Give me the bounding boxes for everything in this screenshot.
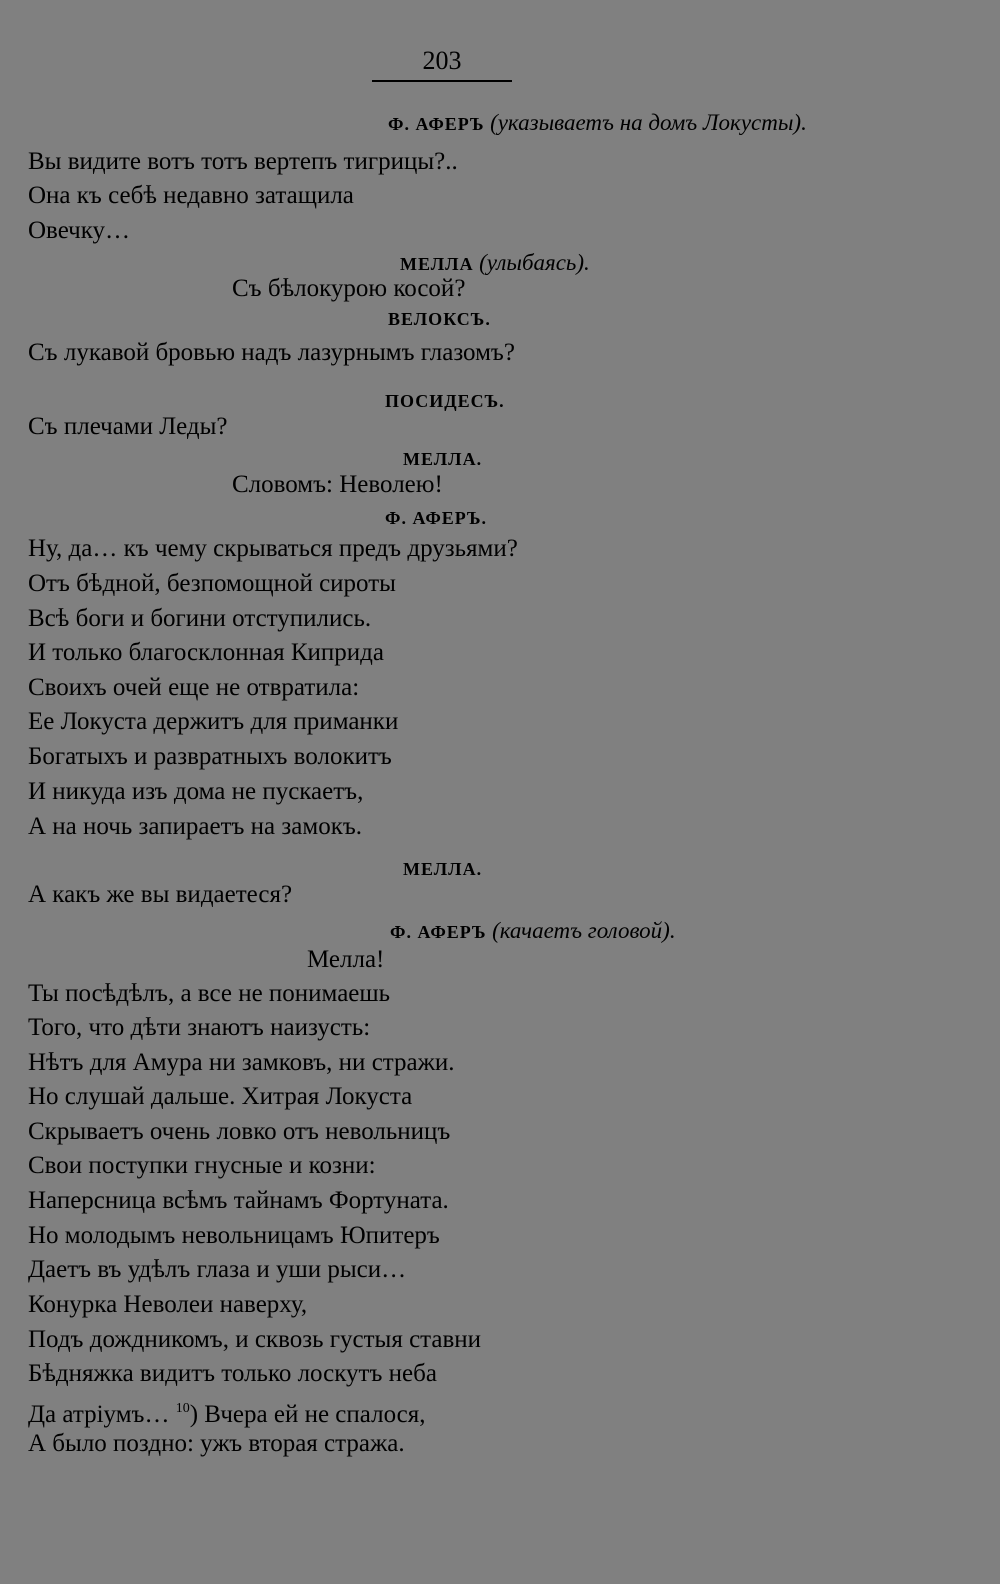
speaker-heading-veloks <box>388 306 491 332</box>
verse-line: Но молодымъ невольницамъ Юпитеръ <box>28 1222 440 1249</box>
stage-direction: (улыбаясь). <box>479 250 590 275</box>
verse-line: А на ночь запираетъ на замокъ. <box>28 813 363 840</box>
speaker-heading-afer <box>390 918 676 945</box>
verse-line: Своихъ очей еще не отвратила: <box>28 674 360 701</box>
verse-line: Даетъ въ удѣлъ глаза и уши рыси… <box>28 1256 407 1283</box>
stage-direction: (качаетъ головой). <box>492 918 676 943</box>
verse-line: Съ лукавой бровью надъ лазурнымъ глазомъ? <box>28 339 515 366</box>
verse-line: Вы видите вотъ тотъ вертепъ тигрицы?.. <box>28 148 458 175</box>
verse-line: Она къ себѣ недавно затащила <box>28 182 354 209</box>
verse-line: Скрываетъ очень ловко отъ невольницъ <box>28 1118 451 1145</box>
speaker-heading-afer <box>388 110 807 137</box>
verse-line: Конурка Неволеи наверху, <box>28 1291 308 1318</box>
verse-line: Мелла! <box>307 946 385 973</box>
verse-line: Богатыхъ и развратныхъ волокитъ <box>28 743 392 770</box>
verse-text: ) Вчера ей не спалося, <box>189 1401 426 1428</box>
verse-line: Того, что дѣти знаютъ наизусть: <box>28 1014 371 1041</box>
verse-line <box>28 1394 426 1430</box>
speaker-name: Ф. АФЕРЪ <box>388 114 485 134</box>
speaker-name: ПОСИДЕСЪ. <box>385 391 505 411</box>
verse-line: Всѣ боги и богини отступились. <box>28 605 372 632</box>
page-number-rule <box>372 80 512 82</box>
speaker-name: МЕЛЛА <box>400 254 474 274</box>
speaker-heading-posides <box>385 388 505 414</box>
speaker-name: Ф. АФЕРЪ. <box>385 508 488 528</box>
footnote-marker: 10 <box>175 1401 190 1416</box>
speaker-name: МЕЛЛА. <box>403 449 483 469</box>
verse-line: Съ бѣлокурою косой? <box>232 275 466 302</box>
verse-line: И никуда изъ дома не пускаетъ, <box>28 778 364 805</box>
verse-line: Съ плечами Леды? <box>28 413 228 440</box>
verse-line: Но слушай дальше. Хитрая Локуста <box>28 1083 413 1110</box>
verse-line: Ее Локуста держитъ для приманки <box>28 708 399 735</box>
speaker-heading-mella <box>403 446 482 472</box>
stage-direction: (указываетъ на домъ Локусты). <box>490 110 807 135</box>
verse-line: А какъ же вы видаетеся? <box>28 881 293 908</box>
verse-line: Нѣтъ для Амура ни замковъ, ни стражи. <box>28 1049 455 1076</box>
verse-line: Ну, да… къ чему скрываться предъ друзьями? <box>28 535 518 562</box>
verse-line: И только благосклонная Киприда <box>28 639 384 666</box>
verse-line: Ты посѣдѣлъ, а все не понимаешь <box>28 980 391 1007</box>
verse-line: Наперсница всѣмъ тайнамъ Фортуната. <box>28 1187 449 1214</box>
verse-text: Да атріумъ… <box>28 1401 170 1428</box>
speaker-name: Ф. АФЕРЪ <box>390 922 487 942</box>
verse-line: Свои поступки гнусные и козни: <box>28 1152 376 1179</box>
speaker-name: ВЕЛОКСЪ. <box>388 309 491 329</box>
verse-line: А было поздно: ужъ вторая стража. <box>28 1430 405 1457</box>
verse-line: Подъ дождникомъ, и сквозь густыя ставни <box>28 1326 482 1353</box>
verse-line: Словомъ: Неволею! <box>232 471 443 498</box>
speaker-name: МЕЛЛА. <box>403 859 483 879</box>
verse-line: Отъ бѣдной, безпомощной сироты <box>28 570 396 597</box>
speaker-heading-mella <box>403 856 482 882</box>
speaker-heading-mella <box>400 250 590 277</box>
verse-line: Овечку… <box>28 217 131 244</box>
page-number: 203 <box>422 46 462 75</box>
speaker-heading-afer <box>385 505 487 531</box>
verse-line: Бѣдняжка видитъ только лоскутъ неба <box>28 1360 437 1387</box>
